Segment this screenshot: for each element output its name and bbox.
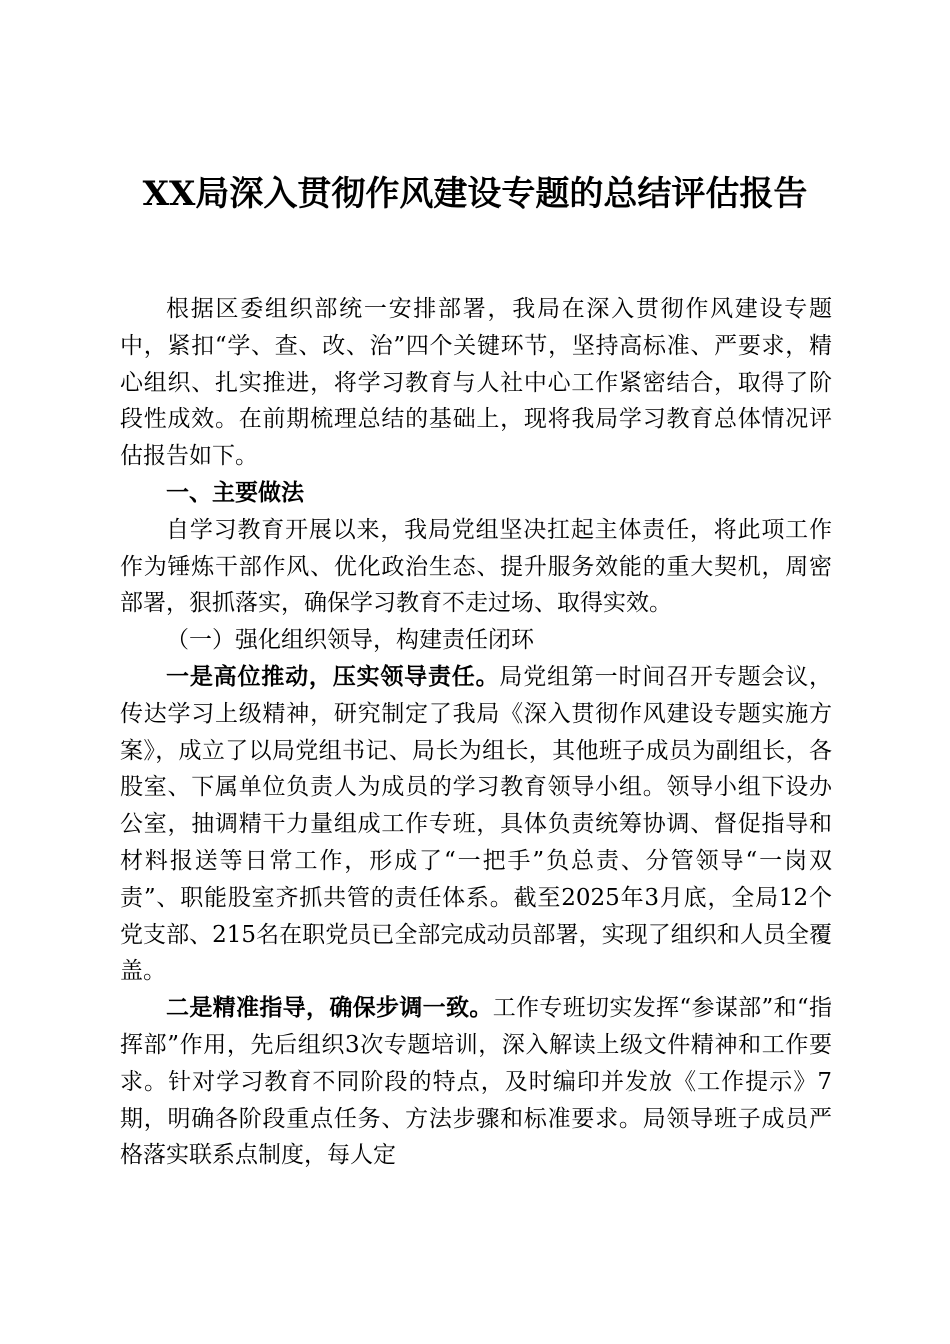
section-heading: 一、主要做法 [166, 478, 304, 506]
section-intro-paragraph: 自学习教育开展以来，我局党组坚决扛起主体责任，将此项工作作为锤炼干部作风、优化政治生态、提升服务效能的重大契机，周密部署，狠抓落实，确保学习教育不走过场、取得实效。 [120, 516, 832, 617]
point-paragraph-2 [120, 990, 832, 1174]
point-lead-2: 二是精准指导，确保步调一致。 [166, 994, 493, 1022]
point-paragraph-1 [120, 659, 832, 990]
point-lead-1: 一是高位推动，压实领导责任。 [166, 662, 500, 690]
point-text-1: 局党组第一时间召开专题会议，传达学习上级精神，研究制定了我局《深入贯彻作风建设专题实施方案》，成立了以局党组书记、局长为组长，其他班子成员为副组长，各股室、下属单位负责人为成员的学习教育领导小组。领导小组下设办公室，抽调精干力量组成工作专班，具体负责统筹协调、督促指导和材料报送等日常工作，形成了“一把手”负总责、分管领导“一岗双责”、职能股室齐抓共管的责任体系。截至2025年3月底，全局12个党支部、215名在职党员已全部完成动员部署，实现了组织和人员全覆盖。 [120, 663, 833, 985]
document-body [120, 291, 832, 1174]
document-title: XX局深入贯彻作风建设专题的总结评估报告 [142, 174, 808, 214]
point-text-2: 工作专班切实发挥“参谋部”和“指挥部”作用，先后组织3次专题培训，深入解读上级文件精神和工作要求。针对学习教育不同阶段的特点，及时编印并发放《工作提示》7期，明确各阶段重点任务、方法步骤和标准要求。局领导班子成员严格落实联系点制度，每人定 [120, 995, 833, 1169]
intro-paragraph: 根据区委组织部统一安排部署，我局在深入贯彻作风建设专题中，紧扣“学、查、改、治”四个关键环节，坚持高标准、严要求，精心组织、扎实推进，将学习教育与人社中心工作紧密结合，取得了阶段性成效。在前期梳理总结的基础上，现将我局学习教育总体情况评估报告如下。 [120, 296, 832, 470]
subsection-heading: （一）强化组织领导，构建责任闭环 [166, 627, 534, 654]
